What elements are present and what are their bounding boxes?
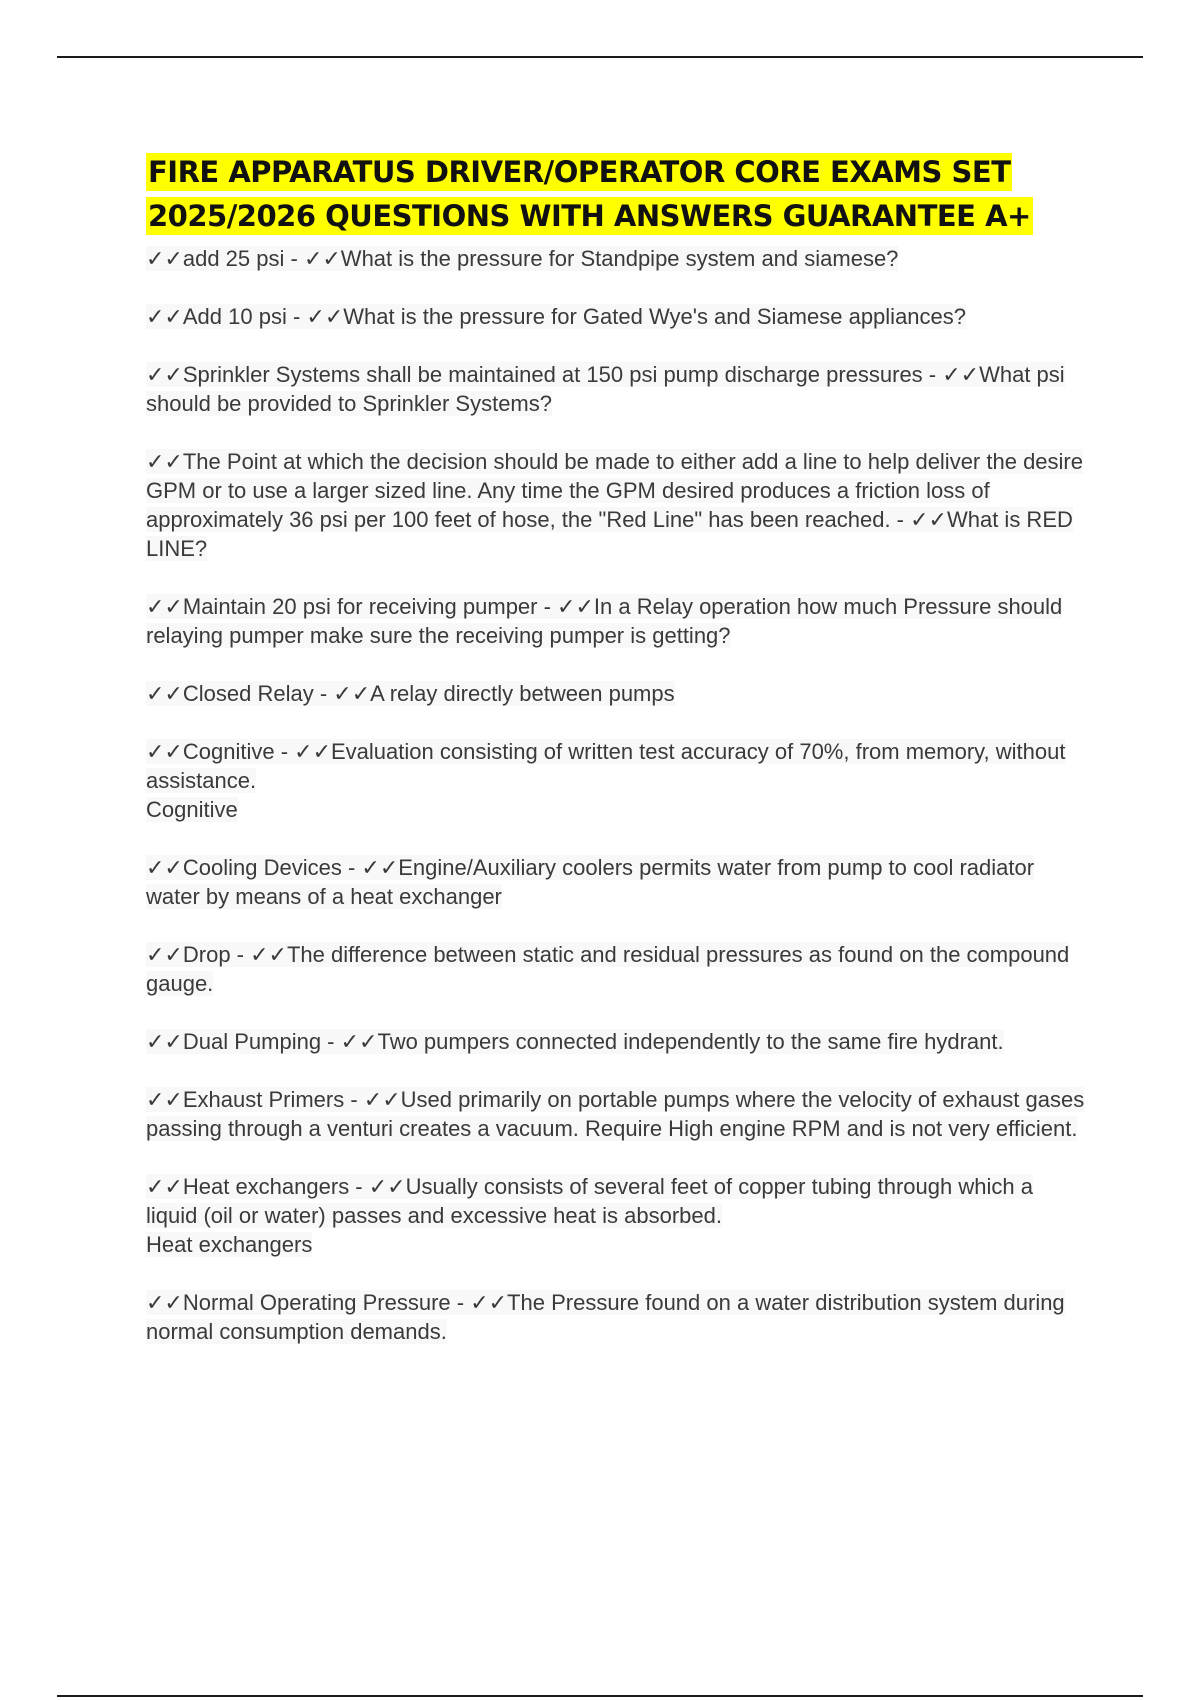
qa-item-13: ✓✓Normal Operating Pressure - ✓✓The Pressure found on a water distribution system during normal consumption demands.	[146, 1290, 1065, 1344]
document-title: FIRE APPARATUS DRIVER/OPERATOR CORE EXAMS SET 2025/2026 QUESTIONS WITH ANSWERS GUARANTEE A+	[148, 155, 1031, 233]
qa-item-6: ✓✓Closed Relay - ✓✓A relay directly between pumps	[146, 681, 675, 706]
qa-item-11: ✓✓Exhaust Primers - ✓✓Used primarily on portable pumps where the velocity of exhaust gases passing through a venturi creates a vacuum. Require High engine RPM and is not very efficient.	[146, 1087, 1085, 1141]
qa-item-12: ✓✓Heat exchangers - ✓✓Usually consists of several feet of copper tubing through which a liquid (oil or water) passes and excessive heat is absorbed. Heat exchangers	[146, 1172, 1086, 1259]
header-rule	[57, 56, 1143, 58]
qa-item-4: ✓✓The Point at which the decision should be made to either add a line to help deliver the desire GPM or to use a larger sized line. Any time the GPM desired produces a friction loss of approximately 36 psi per 100 feet of hose, the "Red Line" has been reached. - ✓✓What is RED LINE?	[146, 449, 1083, 561]
qa-item-10: ✓✓Dual Pumping - ✓✓Two pumpers connected independently to the same fire hydrant.	[146, 1029, 1004, 1054]
qa-item-7: ✓✓Cognitive - ✓✓Evaluation consisting of written test accuracy of 70%, from memory, without assistance. Cognitive	[146, 737, 1086, 824]
qa-item-3: ✓✓Sprinkler Systems shall be maintained at 150 psi pump discharge pressures - ✓✓What psi should be provided to Sprinkler Systems?	[146, 362, 1065, 416]
qa-item-5: ✓✓Maintain 20 psi for receiving pumper - ✓✓In a Relay operation how much Pressure should relaying pumper make sure the receiving pumper is getting?	[146, 594, 1063, 648]
footer-rule	[57, 1695, 1143, 1697]
qa-item-12-repeat-term: Heat exchangers	[146, 1232, 313, 1257]
qa-item-1: ✓✓add 25 psi - ✓✓What is the pressure for Standpipe system and siamese?	[146, 246, 899, 271]
qa-item-7-repeat-term: Cognitive	[146, 797, 238, 822]
document-body	[146, 150, 1086, 1375]
qa-item-8: ✓✓Cooling Devices - ✓✓Engine/Auxiliary coolers permits water from pump to cool radiator water by means of a heat exchanger	[146, 855, 1035, 909]
qa-item-2: ✓✓Add 10 psi - ✓✓What is the pressure for Gated Wye's and Siamese appliances?	[146, 304, 967, 329]
qa-item-9: ✓✓Drop - ✓✓The difference between static and residual pressures as found on the compound gauge.	[146, 942, 1070, 996]
